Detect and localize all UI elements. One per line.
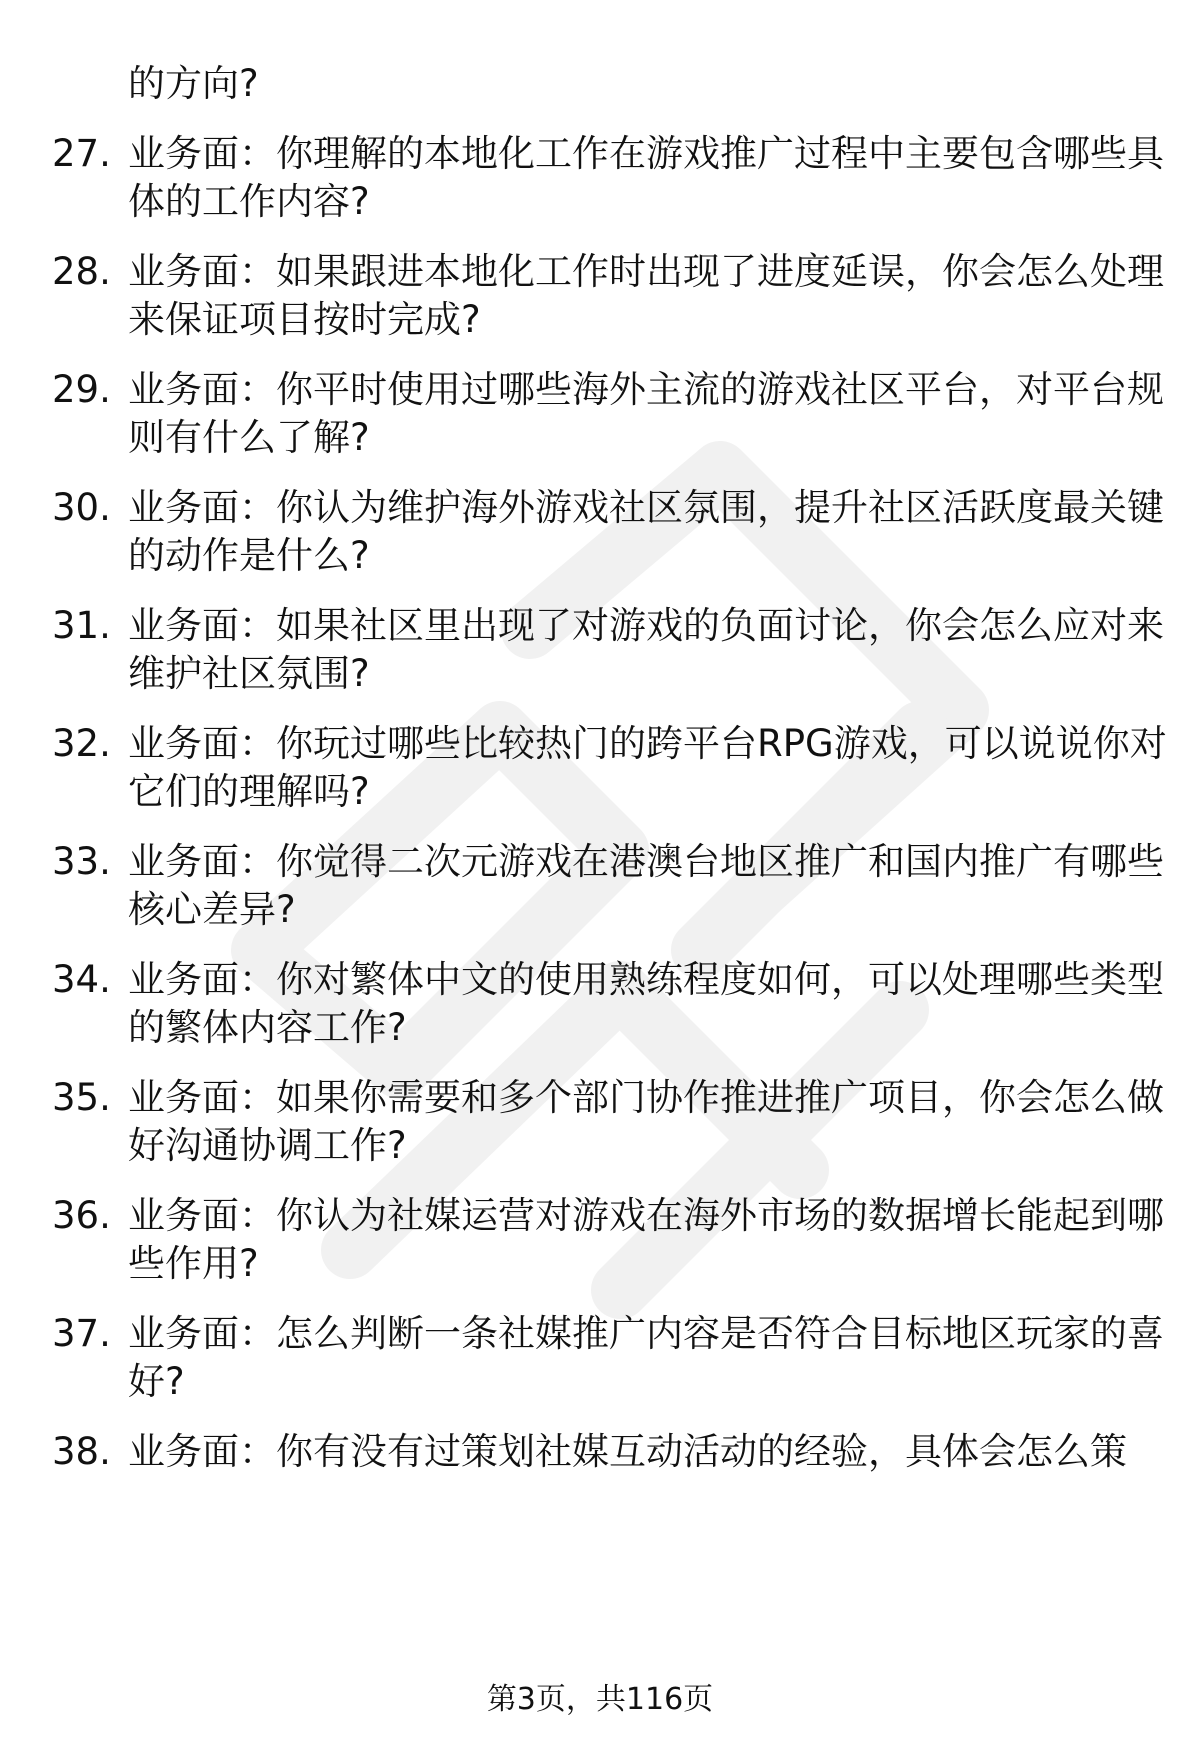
question-number: 35. [52, 1076, 111, 1119]
question-line: 业务面：你理解的本地化工作在游戏推广过程中主要包含哪些具 [128, 132, 1164, 175]
question-number: 32. [52, 722, 111, 765]
question-line: 业务面：你认为社媒运营对游戏在海外市场的数据增长能起到哪 [128, 1194, 1164, 1237]
question-text [128, 484, 1164, 580]
question-text [128, 130, 1164, 226]
question-line: 业务面：你平时使用过哪些海外主流的游戏社区平台，对平台规 [128, 368, 1164, 411]
question-number: 27. [52, 132, 111, 175]
question-line: 的繁体内容工作? [128, 1006, 407, 1049]
question-number: 36. [52, 1194, 111, 1237]
question-number: 30. [52, 486, 111, 529]
question-line: 业务面：如果你需要和多个部门协作推进推广项目，你会怎么做 [128, 1076, 1164, 1119]
question-number: 37. [52, 1312, 111, 1355]
question-text [128, 1192, 1164, 1288]
question-line: 些作用? [128, 1242, 259, 1285]
question-line: 业务面：你玩过哪些比较热门的跨平台RPG游戏，可以说说你对 [128, 722, 1167, 765]
question-line: 则有什么了解? [128, 416, 370, 459]
page-footer: 第3页，共116页 [486, 1682, 714, 1717]
question-text [128, 956, 1164, 1052]
question-text [128, 838, 1164, 934]
question-text [128, 720, 1167, 816]
question-line: 它们的理解吗? [128, 770, 370, 813]
question-number: 31. [52, 604, 111, 647]
question-line: 业务面：你觉得二次元游戏在港澳台地区推广和国内推广有哪些 [128, 840, 1164, 883]
question-line: 的动作是什么? [128, 534, 370, 577]
question-number: 34. [52, 958, 111, 1001]
question-line: 业务面：如果跟进本地化工作时出现了进度延误，你会怎么处理 [128, 250, 1164, 293]
question-line: 体的工作内容? [128, 180, 370, 223]
question-text [128, 1074, 1164, 1170]
question-line: 好? [128, 1360, 185, 1403]
question-text [128, 1310, 1164, 1406]
question-text [128, 1428, 1148, 1476]
question-line: 核心差异? [128, 888, 296, 931]
question-number: 33. [52, 840, 111, 883]
question-line: 来保证项目按时完成? [128, 298, 481, 341]
question-number: 28. [52, 250, 111, 293]
question-number: 38. [52, 1430, 111, 1473]
question-text [128, 602, 1164, 698]
question-line: 业务面：怎么判断一条社媒推广内容是否符合目标地区玩家的喜 [128, 1312, 1164, 1355]
question-line: 业务面：你有没有过策划社媒互动活动的经验，具体会怎么策 [128, 1430, 1127, 1473]
question-line: 好沟通协调工作? [128, 1124, 407, 1167]
question-text [128, 248, 1164, 344]
question-line: 维护社区氛围? [128, 652, 370, 695]
question-line: 业务面：你对繁体中文的使用熟练程度如何，可以处理哪些类型 [128, 958, 1164, 1001]
question-text [128, 366, 1164, 462]
continuation-text: 的方向? [128, 62, 259, 105]
question-number: 29. [52, 368, 111, 411]
question-line: 业务面：如果社区里出现了对游戏的负面讨论，你会怎么应对来 [128, 604, 1164, 647]
question-line: 业务面：你认为维护海外游戏社区氛围，提升社区活跃度最关键 [128, 486, 1164, 529]
